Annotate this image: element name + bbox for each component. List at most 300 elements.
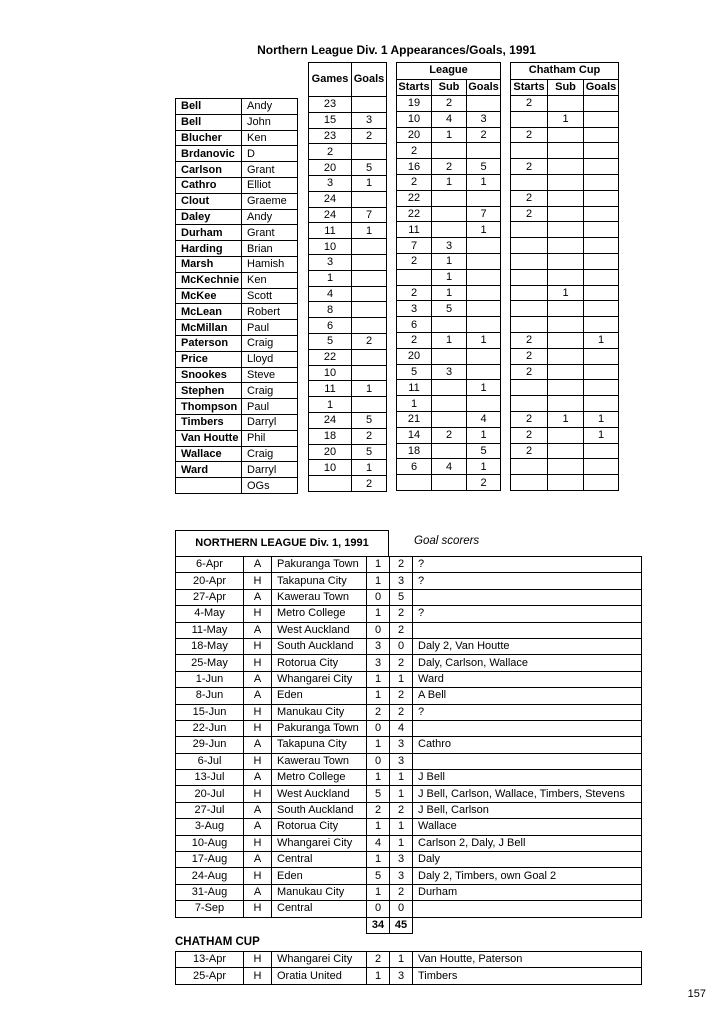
player-cup-starts: 2 [511, 96, 548, 112]
player-cup-sub [548, 269, 584, 285]
match-score-against: 3 [390, 852, 413, 868]
match-scorers: Durham [413, 884, 642, 900]
match-scorers: Daly, Carlson, Wallace [413, 655, 642, 671]
player-league-sub: 5 [432, 301, 467, 317]
player-league-row [397, 159, 501, 175]
player-games-row [309, 128, 387, 144]
player-firstname: Darryl [242, 462, 298, 478]
player-games: 18 [309, 428, 352, 444]
player-cup-goals [584, 253, 619, 269]
player-firstname: OGs [242, 478, 298, 494]
player-cup-goals [584, 174, 619, 190]
match-score-against: 3 [390, 968, 413, 984]
match-score-against: 1 [390, 671, 413, 687]
match-score-for: 1 [367, 819, 390, 835]
player-name-row [176, 446, 298, 462]
page-number: 157 [687, 988, 706, 1000]
player-league-goals: 2 [467, 127, 501, 143]
match-score-against: 3 [390, 573, 413, 589]
match-venue: A [244, 737, 272, 753]
results-totals-table [366, 917, 413, 934]
match-row [176, 622, 642, 638]
match-opponent: Central [272, 852, 367, 868]
player-name-row [176, 193, 298, 209]
match-venue: H [244, 753, 272, 769]
player-surname: Wallace [176, 446, 242, 462]
player-goals [352, 302, 387, 318]
player-cup-starts [511, 238, 548, 254]
player-cup-row [511, 222, 619, 238]
player-league-row [397, 269, 501, 285]
player-league-goals: 1 [467, 427, 501, 443]
player-league-starts: 6 [397, 459, 432, 475]
player-cup-sub [548, 143, 584, 159]
player-cup-row [511, 332, 619, 348]
player-cup-sub [548, 96, 584, 112]
match-score-against: 3 [390, 868, 413, 884]
match-score-for: 1 [367, 557, 390, 573]
match-score-against: 2 [390, 704, 413, 720]
match-venue: A [244, 802, 272, 818]
player-league-starts: 2 [397, 253, 432, 269]
player-cup-sub [548, 380, 584, 396]
player-cup-goals [584, 317, 619, 333]
match-scorers: ? [413, 557, 642, 573]
players-name-table [175, 98, 298, 494]
match-score-for: 1 [367, 606, 390, 622]
goal-scorers-label: Goal scorers [414, 535, 480, 547]
player-games-row [309, 97, 387, 113]
player-league-goals [467, 364, 501, 380]
player-cup-goals [584, 443, 619, 459]
match-opponent: Whangarei City [272, 671, 367, 687]
player-league-sub: 4 [432, 111, 467, 127]
player-league-sub [432, 348, 467, 364]
match-score-for: 2 [367, 704, 390, 720]
match-scorers: ? [413, 573, 642, 589]
player-games: 23 [309, 97, 352, 113]
player-goals: 1 [352, 175, 387, 191]
match-date: 18-May [176, 638, 244, 654]
match-score-for: 1 [367, 884, 390, 900]
player-league-goals [467, 253, 501, 269]
player-cup-starts: 2 [511, 364, 548, 380]
player-firstname: Steve [242, 367, 298, 383]
player-league-starts: 10 [397, 111, 432, 127]
cup-sub-header: Sub [548, 79, 584, 96]
player-cup-starts [511, 285, 548, 301]
match-row [176, 606, 642, 622]
player-league-row [397, 222, 501, 238]
player-league-row [397, 238, 501, 254]
player-cup-starts [511, 174, 548, 190]
player-cup-goals [584, 348, 619, 364]
player-surname: Bell [176, 99, 242, 115]
player-games: 10 [309, 239, 352, 255]
player-cup-sub [548, 301, 584, 317]
match-score-for: 5 [367, 868, 390, 884]
player-goals: 5 [352, 444, 387, 460]
match-date: 10-Aug [176, 835, 244, 851]
player-surname: Durham [176, 225, 242, 241]
player-firstname: Graeme [242, 193, 298, 209]
player-cup-row [511, 285, 619, 301]
league-results-table [175, 556, 642, 918]
player-cup-starts: 2 [511, 190, 548, 206]
player-goals: 2 [352, 476, 387, 492]
match-venue: H [244, 901, 272, 917]
player-league-starts: 5 [397, 364, 432, 380]
player-league-row [397, 332, 501, 348]
match-venue: H [244, 720, 272, 736]
match-date: 27-Apr [176, 589, 244, 605]
player-games-row [309, 286, 387, 302]
player-firstname: Brian [242, 241, 298, 257]
player-games-row [309, 160, 387, 176]
match-date: 15-Jun [176, 704, 244, 720]
match-score-for: 2 [367, 952, 390, 968]
player-cup-starts [511, 317, 548, 333]
player-games: 20 [309, 160, 352, 176]
match-date: 7-Sep [176, 901, 244, 917]
cup-appearances-table [510, 62, 619, 491]
player-league-starts: 14 [397, 427, 432, 443]
cup-appearances-body [511, 96, 619, 491]
player-cup-starts [511, 253, 548, 269]
match-row [176, 884, 642, 900]
player-goals: 3 [352, 112, 387, 128]
player-cup-starts [511, 269, 548, 285]
player-games: 11 [309, 381, 352, 397]
cup-subheader-row [511, 79, 619, 96]
player-league-row [397, 127, 501, 143]
player-league-starts: 6 [397, 317, 432, 333]
match-venue: A [244, 884, 272, 900]
player-games [309, 476, 352, 492]
player-league-sub [432, 222, 467, 238]
player-cup-sub [548, 238, 584, 254]
league-group-header: League [397, 63, 501, 80]
player-goals [352, 397, 387, 413]
match-venue: H [244, 968, 272, 984]
player-games-row [309, 302, 387, 318]
player-league-goals [467, 143, 501, 159]
player-name-row [176, 146, 298, 162]
player-cup-goals [584, 159, 619, 175]
match-scorers: Van Houtte, Paterson [413, 952, 642, 968]
player-cup-sub: 1 [548, 111, 584, 127]
match-venue: H [244, 606, 272, 622]
player-surname: Price [176, 351, 242, 367]
player-cup-starts: 2 [511, 427, 548, 443]
player-games: 22 [309, 349, 352, 365]
player-cup-row [511, 206, 619, 222]
player-games-row [309, 460, 387, 476]
player-goals: 1 [352, 460, 387, 476]
player-cup-sub [548, 222, 584, 238]
league-starts-header: Starts [397, 79, 432, 96]
player-firstname: Andy [242, 99, 298, 115]
match-score-for: 0 [367, 753, 390, 769]
match-opponent: Takapuna City [272, 573, 367, 589]
player-games: 11 [309, 223, 352, 239]
player-games: 4 [309, 286, 352, 302]
match-venue: A [244, 671, 272, 687]
player-name-row [176, 462, 298, 478]
player-surname: Thompson [176, 399, 242, 415]
player-league-row [397, 96, 501, 112]
player-games: 24 [309, 207, 352, 223]
match-venue: A [244, 622, 272, 638]
match-opponent: Manukau City [272, 884, 367, 900]
match-row [176, 852, 642, 868]
player-games: 3 [309, 254, 352, 270]
match-opponent: Metro College [272, 770, 367, 786]
player-firstname: Craig [242, 335, 298, 351]
match-scorers: Cathro [413, 737, 642, 753]
player-league-sub [432, 475, 467, 491]
match-row [176, 573, 642, 589]
player-league-goals: 3 [467, 111, 501, 127]
player-cup-goals [584, 206, 619, 222]
player-cup-starts [511, 380, 548, 396]
player-games-row [309, 175, 387, 191]
player-cup-starts: 2 [511, 348, 548, 364]
player-firstname: Ken [242, 272, 298, 288]
player-cup-row [511, 427, 619, 443]
player-cup-goals [584, 238, 619, 254]
player-league-goals [467, 269, 501, 285]
player-surname [176, 478, 242, 494]
match-opponent: Whangarei City [272, 835, 367, 851]
page-title: Northern League Div. 1 Appearances/Goals, 1991 [257, 43, 536, 57]
player-league-sub: 3 [432, 238, 467, 254]
match-scorers: ? [413, 606, 642, 622]
player-firstname: Phil [242, 430, 298, 446]
player-goals: 7 [352, 207, 387, 223]
player-goals [352, 144, 387, 160]
match-date: 1-Jun [176, 671, 244, 687]
match-date: 11-May [176, 622, 244, 638]
player-cup-goals: 1 [584, 427, 619, 443]
match-score-for: 0 [367, 901, 390, 917]
player-surname: Van Houtte [176, 430, 242, 446]
player-cup-sub: 1 [548, 411, 584, 427]
cup-goals-header: Goals [584, 79, 619, 96]
player-league-starts [397, 269, 432, 285]
player-goals: 1 [352, 223, 387, 239]
match-row [176, 901, 642, 917]
player-games-row [309, 239, 387, 255]
player-cup-goals [584, 285, 619, 301]
player-league-sub: 4 [432, 459, 467, 475]
match-date: 8-Jun [176, 688, 244, 704]
player-cup-goals [584, 111, 619, 127]
cup-group-header-row [511, 63, 619, 80]
match-row [176, 671, 642, 687]
total-goals-for: 34 [367, 918, 390, 934]
player-games-row [309, 318, 387, 334]
match-scorers: A Bell [413, 688, 642, 704]
match-score-for: 1 [367, 852, 390, 868]
match-scorers: J Bell, Carlson, Wallace, Timbers, Stevens [413, 786, 642, 802]
match-row [176, 753, 642, 769]
match-score-against: 2 [390, 557, 413, 573]
match-date: 13-Apr [176, 952, 244, 968]
match-venue: H [244, 573, 272, 589]
match-row [176, 770, 642, 786]
player-surname: McMillan [176, 320, 242, 336]
player-name-row [176, 241, 298, 257]
player-firstname: Robert [242, 304, 298, 320]
player-cup-starts [511, 475, 548, 491]
player-league-sub: 2 [432, 96, 467, 112]
player-league-goals [467, 96, 501, 112]
match-scorers: Ward [413, 671, 642, 687]
player-league-starts: 2 [397, 143, 432, 159]
player-games: 8 [309, 302, 352, 318]
player-surname: McKee [176, 288, 242, 304]
match-opponent: Metro College [272, 606, 367, 622]
player-goals [352, 191, 387, 207]
match-scorers: ? [413, 704, 642, 720]
match-venue: H [244, 638, 272, 654]
match-date: 29-Jun [176, 737, 244, 753]
match-opponent: South Auckland [272, 638, 367, 654]
player-cup-goals [584, 190, 619, 206]
cup-match-row [176, 952, 642, 968]
match-opponent: Rotorua City [272, 819, 367, 835]
match-date: 25-May [176, 655, 244, 671]
player-games-row [309, 270, 387, 286]
player-cup-sub [548, 332, 584, 348]
league-group-header-row [397, 63, 501, 80]
player-cup-starts [511, 111, 548, 127]
player-games: 23 [309, 128, 352, 144]
match-score-for: 1 [367, 573, 390, 589]
player-league-goals: 5 [467, 443, 501, 459]
player-cup-starts [511, 459, 548, 475]
match-row [176, 819, 642, 835]
match-scorers: Timbers [413, 968, 642, 984]
player-cup-sub [548, 427, 584, 443]
player-league-sub: 1 [432, 253, 467, 269]
player-games: 24 [309, 412, 352, 428]
player-league-goals [467, 238, 501, 254]
player-surname: Cathro [176, 177, 242, 193]
match-score-for: 1 [367, 968, 390, 984]
player-goals: 2 [352, 428, 387, 444]
match-scorers: Daly 2, Van Houtte [413, 638, 642, 654]
player-games-row [309, 397, 387, 413]
player-goals: 1 [352, 381, 387, 397]
match-row [176, 737, 642, 753]
match-scorers [413, 622, 642, 638]
player-games: 5 [309, 333, 352, 349]
player-cup-goals [584, 380, 619, 396]
player-league-sub: 2 [432, 427, 467, 443]
player-goals: 2 [352, 128, 387, 144]
league-appearances-body [397, 96, 501, 491]
match-row [176, 655, 642, 671]
player-cup-row [511, 459, 619, 475]
player-league-starts: 2 [397, 285, 432, 301]
player-league-starts: 20 [397, 348, 432, 364]
player-league-row [397, 380, 501, 396]
player-league-sub [432, 206, 467, 222]
player-firstname: D [242, 146, 298, 162]
player-league-sub [432, 443, 467, 459]
match-venue: A [244, 819, 272, 835]
player-name-row [176, 162, 298, 178]
match-row [176, 704, 642, 720]
player-cup-starts: 2 [511, 159, 548, 175]
player-goals: 2 [352, 333, 387, 349]
match-venue: A [244, 852, 272, 868]
league-goals-header: Goals [467, 79, 501, 96]
match-venue: H [244, 835, 272, 851]
player-games: 20 [309, 444, 352, 460]
player-games: 24 [309, 191, 352, 207]
player-games: 1 [309, 397, 352, 413]
player-league-starts: 2 [397, 174, 432, 190]
match-opponent: Eden [272, 868, 367, 884]
player-cup-sub [548, 190, 584, 206]
match-score-against: 1 [390, 952, 413, 968]
player-cup-sub [548, 459, 584, 475]
player-cup-goals [584, 475, 619, 491]
player-league-goals: 1 [467, 174, 501, 190]
player-name-row [176, 383, 298, 399]
player-goals [352, 254, 387, 270]
chatham-cup-heading: CHATHAM CUP [175, 936, 260, 948]
player-goals: 5 [352, 412, 387, 428]
player-cup-row [511, 269, 619, 285]
player-games-row [309, 476, 387, 492]
match-date: 6-Apr [176, 557, 244, 573]
player-cup-sub [548, 127, 584, 143]
player-league-starts: 19 [397, 96, 432, 112]
match-opponent: Central [272, 901, 367, 917]
player-games-row [309, 412, 387, 428]
player-cup-sub [548, 174, 584, 190]
player-league-goals: 1 [467, 222, 501, 238]
player-cup-sub [548, 159, 584, 175]
player-games: 3 [309, 175, 352, 191]
match-venue: H [244, 952, 272, 968]
player-cup-goals: 1 [584, 332, 619, 348]
player-games-row [309, 254, 387, 270]
player-league-sub [432, 411, 467, 427]
match-score-for: 5 [367, 786, 390, 802]
league-sub-header: Sub [432, 79, 467, 96]
match-scorers: Wallace [413, 819, 642, 835]
cup-group-header: Chatham Cup [511, 63, 619, 80]
player-cup-row [511, 411, 619, 427]
player-cup-sub [548, 206, 584, 222]
player-league-row [397, 285, 501, 301]
player-goals [352, 97, 387, 113]
player-league-goals: 1 [467, 380, 501, 396]
player-games-row [309, 112, 387, 128]
player-name-row [176, 430, 298, 446]
player-cup-sub [548, 317, 584, 333]
player-name-row [176, 399, 298, 415]
player-cup-row [511, 96, 619, 112]
match-date: 20-Jul [176, 786, 244, 802]
player-cup-starts [511, 396, 548, 412]
player-league-sub: 1 [432, 269, 467, 285]
